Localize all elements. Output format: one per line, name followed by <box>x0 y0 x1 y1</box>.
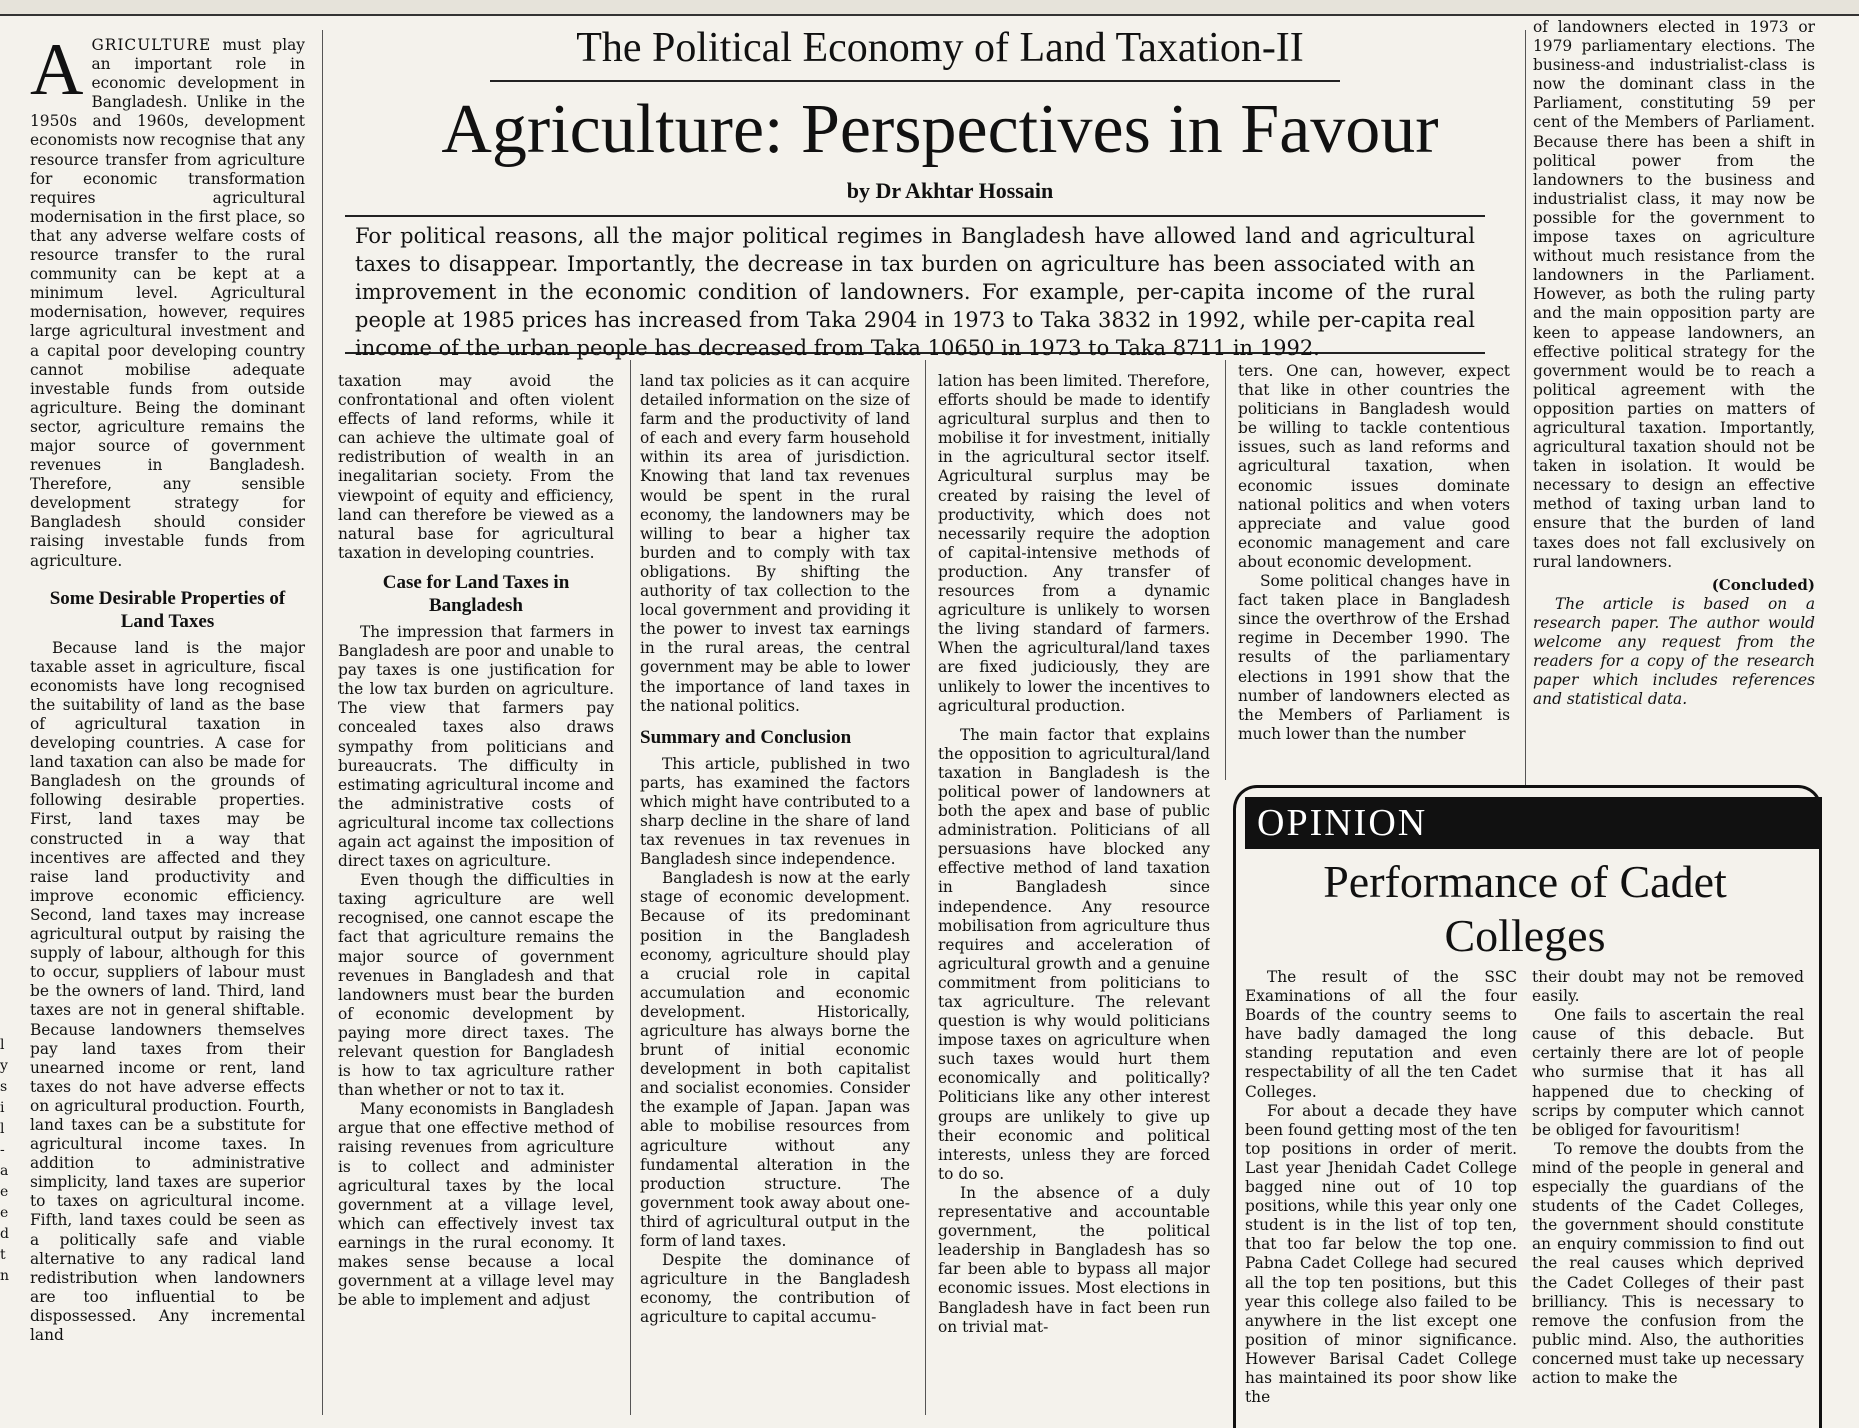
opinion-tag: OPINION <box>1245 797 1822 849</box>
headline: Agriculture: Perspectives in Favour <box>441 91 1439 168</box>
paragraph: The impression that farmers in Bangladesh are poor and unable to pay taxes is one justification for the low tax burden on agriculture. The view that farmers pay concealed taxes also draws sympathy from politicians and bureaucrats. The difficulty in estimating agricultural income and the administrative costs of agricultural income tax collections again act against the imposition of direct taxes on agriculture. <box>338 622 614 871</box>
paragraph: The result of the SSC Examinations of all the four Boards of the country seems to have badly damaged the long standing reputation and even respectability of all the ten Cadet Colleges. <box>1245 968 1517 1101</box>
subheading: Some Desirable Properties of Land Taxes <box>49 587 286 632</box>
left-edge-fragments <box>0 1035 10 1287</box>
left-fragment: e <box>0 1184 9 1200</box>
paragraph: Some political changes have in fact taken place in Bangladesh since the overthrow of the Ershad regime in December 1990. The results of the parliamentary elections in 1991 show that the number of landowners elected as the Members of Parliament is much lower than the number <box>1238 572 1510 743</box>
article-column-1 <box>30 36 305 1415</box>
paragraph: In the absence of a duly representative and accountable government, the political leadership in Bangladesh has so far been able to bypass all major economic issues. Most elections in Bangladesh have in fact been run on trivial mat- <box>938 1183 1210 1336</box>
paragraph: lation has been limited. Therefore, efforts should be made to identify agricultural surplus and then to mobilise it for investment, initially in the agricultural sector itself. Agricultural surplus may be created by raising the level of productivity, which does not necessarily require the adoption of capital-intensive methods of production. Any transfer of resources from a dynamic agriculture is unlikely to worsen the living standard of farmers. When the agricultural/land taxes are fixed judiciously, they are unlikely to lower the incentives to agricultural production. <box>938 372 1210 715</box>
paragraph: taxation may avoid the confrontational and often violent effects of land reforms, while it can achieve the ultimate goal of redistribution of wealth in an inegalitarian society. From the viewpoint of equity and efficiency, land can therefore be viewed as a natural base for agricultural taxation in developing countries. <box>338 372 614 562</box>
left-fragment: a <box>0 1163 9 1179</box>
article-column-3 <box>640 372 910 1415</box>
paragraph: of landowners elected in 1973 or 1979 parliamentary elections. The business-and industrialist-class is now the dominant class in the Parliament, constituting 59 per cent of the Members of Parliament. Because there has been a shift in political power from the landowners to the business and industrialist class, it may now be possible for the government to impose taxes on agriculture without much resistance from the landowners in the Parliament. However, as both the ruling party and the main opposition party are keen to appease landowners, an effective political strategy for the government would be to reach a political agreement with the opposition parties on matters of agricultural taxation. Importantly, agricultural taxation should not be taken in isolation. It would be necessary to design an effective method of taxing urban land to ensure that the burden of land taxes does not fall exclusively on rural landowners. <box>1533 18 1815 571</box>
subheading: Case for Land Taxes in Bangladesh <box>382 571 570 616</box>
column-rule <box>322 30 323 1415</box>
paragraph: land tax policies as it can acquire detailed information on the size of farm and the productivity of land of each and every farm household within its area of jurisdiction. Knowing that land tax revenues would be spent in the rural economy, the landowners may be willing to bear a higher tax burden and to comply with tax obligations. By shifting the authority of tax collection to the local government and providing it the power to invest tax earnings in the rural areas, the central government may be able to lower the importance of land taxes in the national politics. <box>640 372 910 715</box>
subheading: Summary and Conclusion <box>640 726 852 748</box>
paragraph: For about a decade they have been found getting most of the ten top positions in order of merit. Last year Jhenidah Cadet College bagged nine out of 10 top positions, while this year only one student is in the list of top ten, that too far below the top one. Pabna Cadet College had secured all the top ten positions, but this year this college also failed to be anywhere in the list except one position of minor significance. However Barisal Cadet College has maintained its poor show like the <box>1245 1101 1517 1407</box>
paragraph: One fails to ascertain the real cause of this debacle. But certainly there are lot of people who surmise that it has all happened due to checking of scrips by computer which cannot be obliged for favouritism! <box>1532 1006 1804 1139</box>
left-fragment: t <box>0 1247 6 1263</box>
paragraph-text: must play an important role in economic development in Bangladesh. Unlike in the 1950s and 1960s, development economists now recognise that any resource transfer from agriculture for economic transformation requires agricultural modernisation in the first place, so that any adverse welfare costs of resource transfer to the rural community can be kept at a minimum level. Agricultural modernisation, however, requires large agricultural investment and a capital poor developing country cannot mobilise adequate investable funds from outside agriculture. Being the dominant sector, agriculture remains the major source of government revenues in Bangladesh. Therefore, any sensible development strategy for Bangladesh should consider raising investable funds from agriculture. <box>30 36 305 570</box>
paragraph <box>30 36 305 571</box>
paragraph: Even though the difficulties in taxing agriculture are well recognised, one cannot escape the fact that agriculture remains the major source of government revenues in Bangladesh and that landowners must bear the burden of economic development by paying more direct taxes. The relevant question for Bangladesh is how to tax agriculture rather than whether or not to tax it. <box>338 871 614 1100</box>
intro-text: For political reasons, all the major political regimes in Bangladesh have allowed land and agricultural taxes to disappear. Importantly, the decrease in tax burden on agriculture has been associated with an improvement in the economic condition of landowners. For example, per-capita income of the rural people at 1985 prices has increased from Taka 2904 in 1973 to Taka 3832 in 1992, while per-capita real income of the urban people has decreased from Taka 10650 in 1973 to Taka 8711 in 1992. <box>355 224 1475 360</box>
opinion-title: Performance of Cadet Colleges <box>1323 856 1727 961</box>
column-rule <box>1225 360 1226 780</box>
paragraph: Many economists in Bangladesh argue that one effective method of raising revenues from agriculture is to collect and administer agricultural taxes by the local government at a village level, which can effectively invest tax earnings in the rural economy. It makes sense because a local government at a village level may be able to implement and adjust <box>338 1100 614 1310</box>
article-column-4 <box>938 372 1210 1415</box>
opinion-column-1 <box>1245 968 1517 1415</box>
left-fragment: s <box>0 1079 8 1095</box>
paragraph: Bangladesh is now at the early stage of economic development. Because of its predominant position in the Bangladesh economy, agriculture should play a crucial role in capital accumulation and economic development. Historically, agriculture has always borne the brunt of initial economic development in both capitalist and socialist economies. Consider the example of Japan. Japan was able to mobilise resources from agriculture without any fundamental alteration in the production structure. The government took away about one-third of agricultural output in the form of land taxes. <box>640 869 910 1251</box>
paragraph: ters. One can, however, expect that like in other countries the politicians in Bangladesh would be willing to tackle contentious issues, such as land reforms and agricultural taxation, when economic issues dominate national politics and when voters appreciate and value good economic management and care about economic development. <box>1238 362 1510 571</box>
article-column-6 <box>1533 18 1815 783</box>
paragraph: Despite the dominance of agriculture in the Bangladesh economy, the contribution of agriculture to capital accumu- <box>640 1251 910 1327</box>
author-note: The article is based on a research paper. The author would welcome any request from the readers for a copy of the research paper which includes references and statistical data. <box>1533 594 1815 709</box>
concluded-mark: (Concluded) <box>1711 575 1815 594</box>
opinion-column-2 <box>1532 968 1804 1415</box>
lead-word: GRICULTURE <box>91 36 212 54</box>
left-fragment: - <box>0 1142 5 1158</box>
left-fragment: l <box>0 1037 5 1053</box>
left-fragment: i <box>0 1100 5 1116</box>
top-edge-strip <box>0 0 1859 16</box>
left-fragment: n <box>0 1268 10 1284</box>
left-fragment: l <box>0 1121 5 1137</box>
column-rule <box>630 360 631 1415</box>
column-rule <box>1525 30 1526 785</box>
paragraph: Because land is the major taxable asset in agriculture, fiscal economists have long recognised the suitability of land as the base of agricultural taxation in developing countries. A case for land taxation can also be made for Bangladesh on the grounds of following desirable properties. First, land taxes may be constructed in a way that incentives are affected and they raise land productivity and improve economic efficiency. Second, land taxes may increase agricultural output by raising the supply of labour, although for this to occur, suppliers of labour must be the owners of land. Third, land taxes are not in general shiftable. Because landowners themselves pay land taxes from their unearned income or rent, land taxes do not have adverse effects on agricultural production. Fourth, land taxes can be a substitute for agricultural income taxes. In addition to administrative simplicity, land taxes are superior to taxes on agricultural income. Fifth, land taxes could be seen as a politically safe and viable alternative to any radical land redistribution when landowners are too influential to be dispossessed. Any incremental land <box>30 638 305 1344</box>
paragraph: This article, published in two parts, has examined the factors which might have contributed to a sharp decline in the share of land tax revenues in tax revenues in Bangladesh since independence. <box>640 754 910 869</box>
drop-cap: A <box>30 36 84 111</box>
byline: by Dr Akhtar Hossain <box>846 178 1054 203</box>
series-rule <box>490 80 1340 82</box>
left-fragment: y <box>0 1058 8 1074</box>
left-fragment: e <box>0 1205 9 1221</box>
series-title: The Political Economy of Land Taxation-II <box>576 25 1304 71</box>
article-column-5 <box>1238 362 1510 780</box>
paragraph: their doubt may not be removed easily. <box>1532 968 1804 1006</box>
column-rule <box>925 360 926 1415</box>
left-fragment: d <box>0 1226 9 1242</box>
paragraph: To remove the doubts from the mind of the people in general and especially the guardians of the students of the Cadet Colleges, the government should constitute an enquiry commission to find out the real causes which deprived the Cadet Colleges of their past brilliancy. This is necessary to remove the confusion from the public mind. Also, the authorities concerned must take up necessary action to make the <box>1532 1139 1804 1387</box>
article-column-2 <box>338 372 614 1415</box>
paragraph: The main factor that explains the opposition to agricultural/land taxation in Bangladesh is the political power of landowners at both the apex and base of public administration. Politicians of all persuasions have blocked any effective method of land taxation in Bangladesh since independence. Any resource mobilisation from agriculture thus requires and acceleration of agricultural growth and a genuine commitment from politicians to tax agriculture. The relevant question is why would politicians impose taxes on agriculture when such taxes would hurt them economically and politically? Politicians like any other interest groups are unlikely to give up their economic and political interests, unless they are forced to do so. <box>938 725 1210 1183</box>
